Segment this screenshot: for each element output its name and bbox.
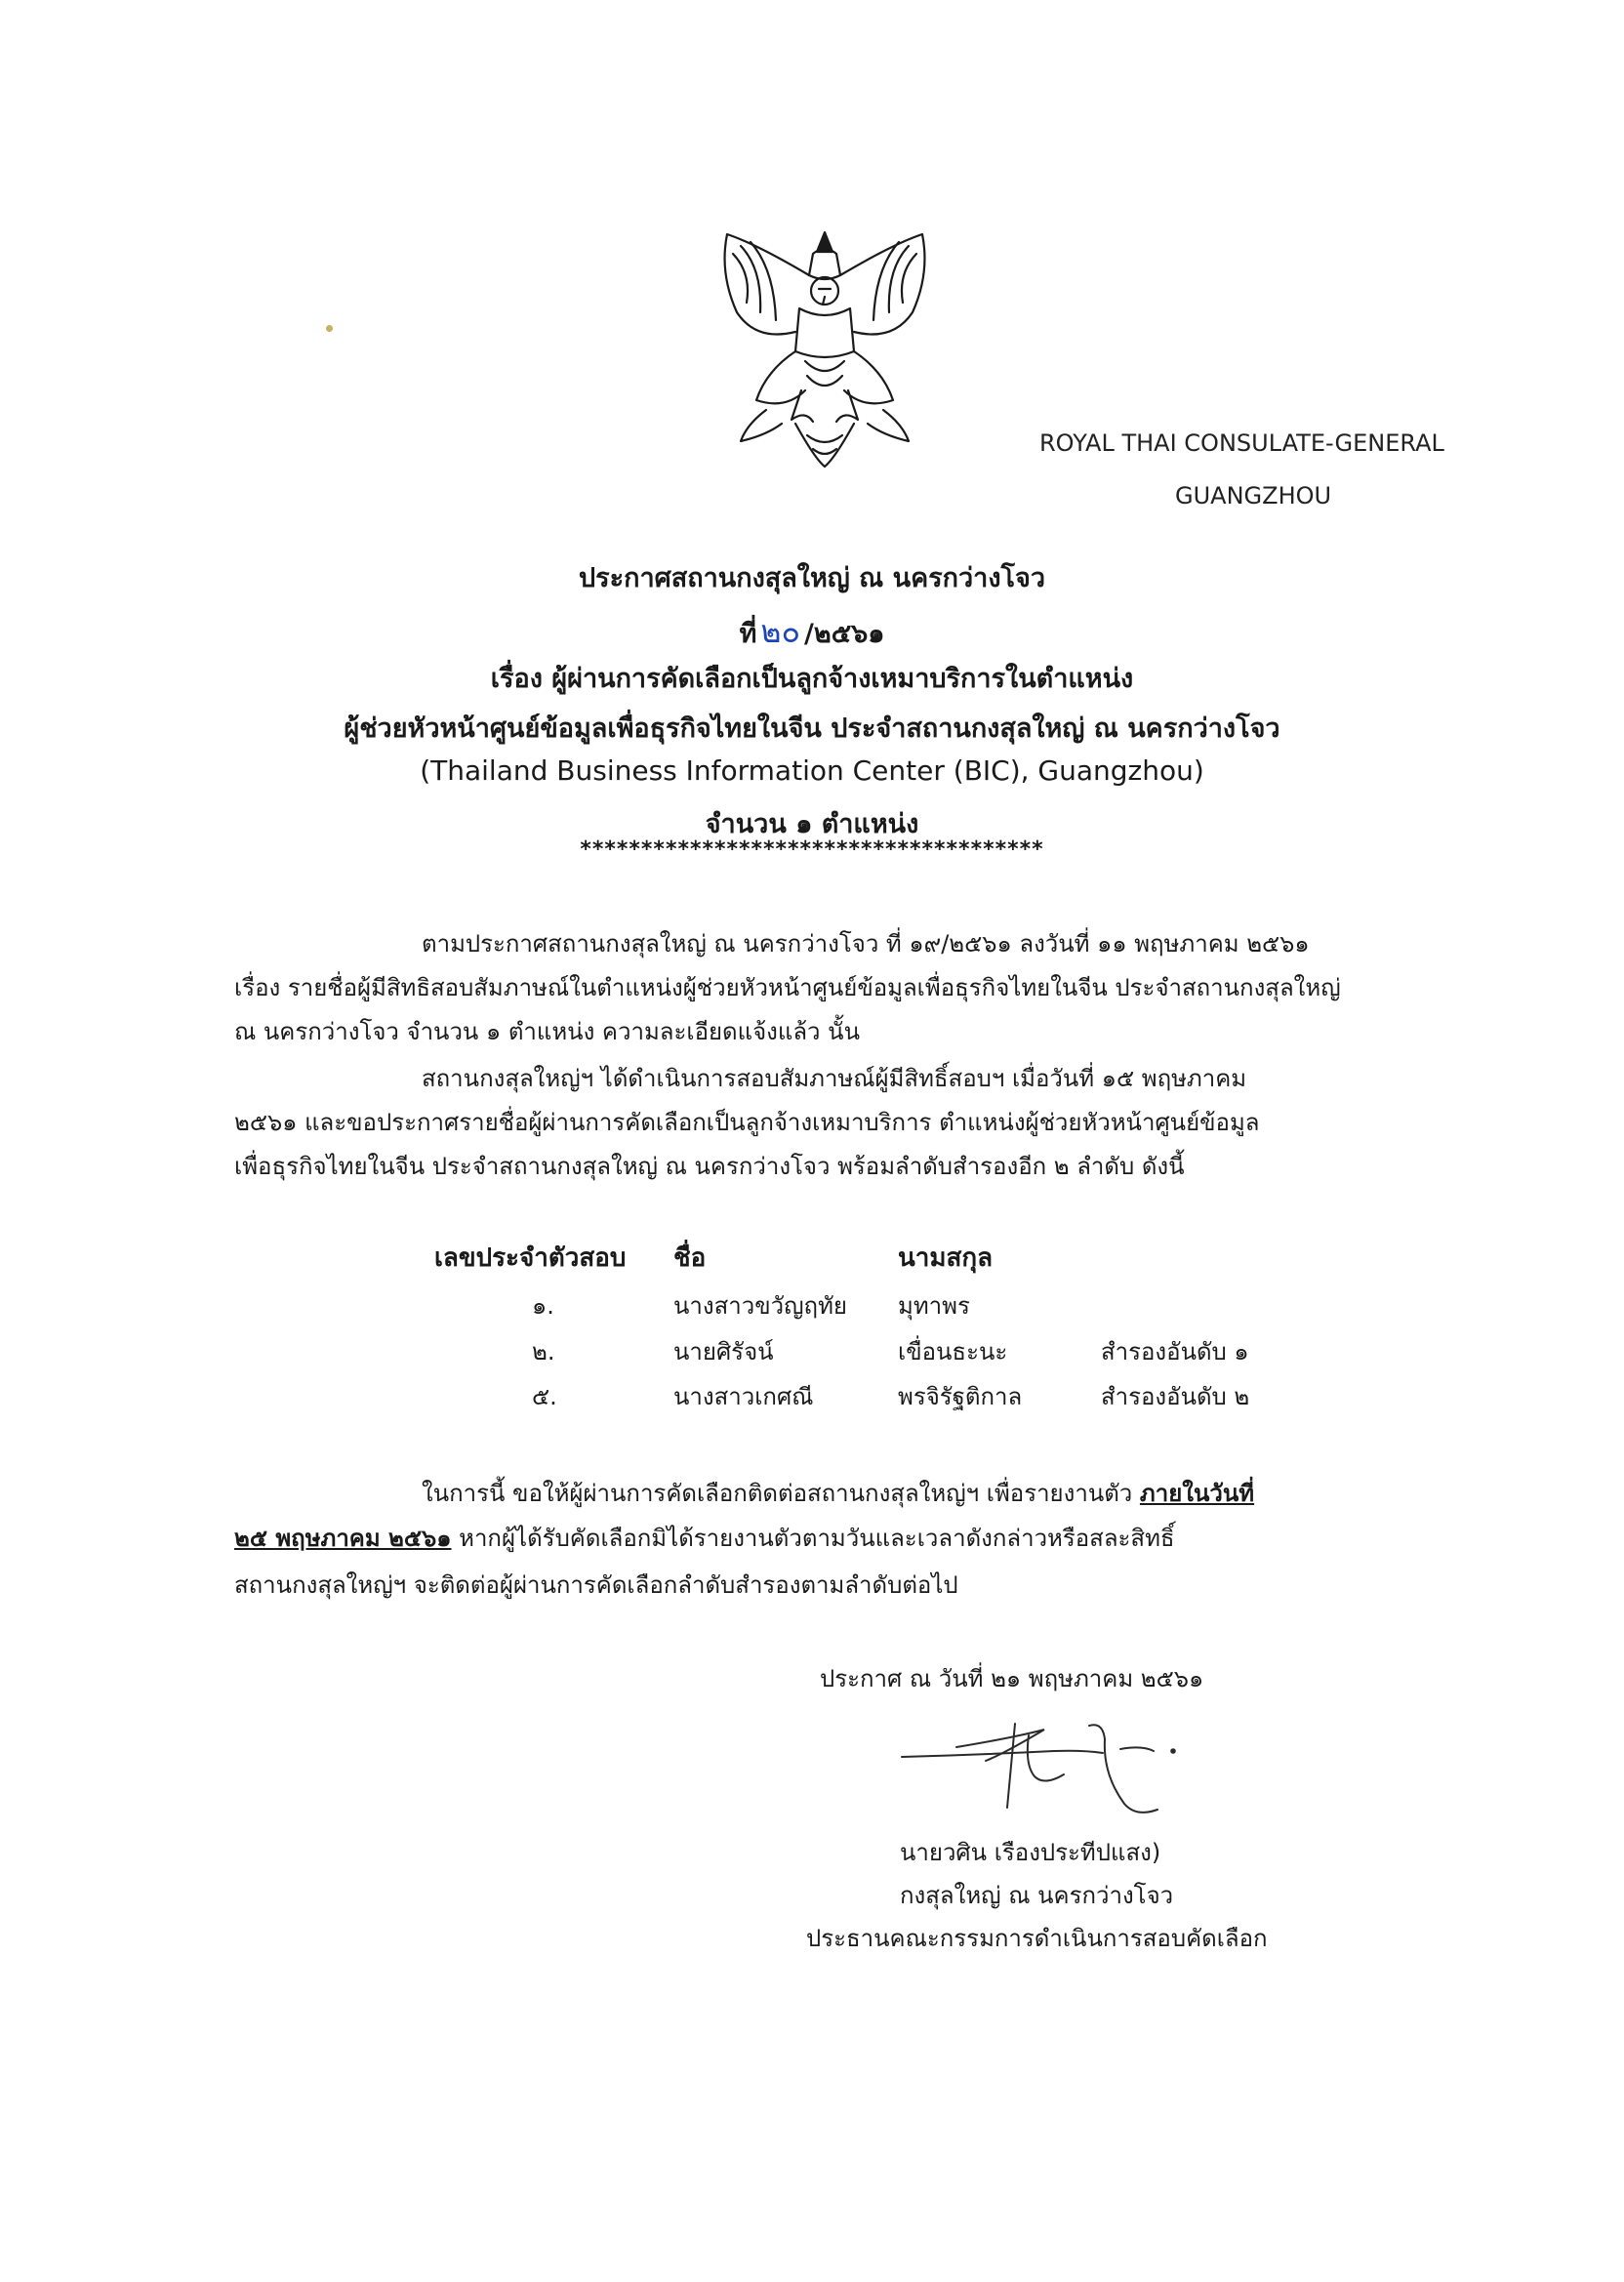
paragraph-1-line-3: ณ นครกว่างโจว จำนวน ๑ ตำแหน่ง ความละเอียดแจ้งแล้ว นั้น xyxy=(234,1018,860,1045)
table-row-last-name: เขื่อนธะนะ xyxy=(898,1338,1008,1365)
consulate-name-en: ROYAL THAI CONSULATE-GENERAL xyxy=(1039,429,1444,457)
table-row-id: ๑. xyxy=(532,1292,554,1320)
number-suffix: /๒๕๖๑ xyxy=(804,619,885,649)
table-row-id: ๕. xyxy=(532,1383,557,1410)
table-header-id: เลขประจำตัวสอบ xyxy=(434,1243,627,1273)
signature-icon xyxy=(898,1716,1191,1823)
signatory-committee-role: ประธานคณะกรรมการดำเนินการสอบคัดเลือก xyxy=(806,1925,1268,1952)
handwritten-number: ๒๐ xyxy=(760,613,801,650)
consulate-city-en: GUANGZHOU xyxy=(1175,482,1332,509)
subject-line: เรื่อง ผู้ผ่านการคัดเลือกเป็นลูกจ้างเหมาบริการในตำแหน่ง xyxy=(490,664,1134,694)
closing-text: ในการนี้ ขอให้ผู้ผ่านการคัดเลือกติดต่อสถานกงสุลใหญ่ฯ เพื่อรายงานตัว xyxy=(422,1480,1140,1507)
closing-line-2 xyxy=(234,1519,1175,1557)
asterisk-separator: ************************************** xyxy=(580,837,1044,862)
scan-speck xyxy=(326,325,333,332)
table-row-id: ๒. xyxy=(532,1338,555,1365)
deadline-date: ๒๕ พฤษภาคม ๒๕๖๑ xyxy=(234,1525,452,1552)
paragraph-2-line-3: เพื่อธุรกิจไทยในจีน ประจำสถานกงสุลใหญ่ ณ นครกว่างโจว พร้อมลำดับสำรองอีก ๒ ลำดับ ดังนี้ xyxy=(234,1153,1185,1180)
table-row-first-name: นางสาวขวัญฤทัย xyxy=(673,1292,847,1320)
paragraph-2-line-2: ๒๕๖๑ และขอประกาศรายชื่อผู้ผ่านการคัดเลือกเป็นลูกจ้างเหมาบริการ ตำแหน่งผู้ช่วยหัวหน้าศูนย์ข้อมูล xyxy=(234,1109,1260,1136)
deadline-emphasis: ภายในวันที่ xyxy=(1139,1480,1255,1507)
table-row-last-name: มุทาพร xyxy=(898,1292,970,1320)
closing-text: หากผู้ได้รับคัดเลือกมิได้รายงานตัวตามวันและเวลาดังกล่าวหรือสละสิทธิ์ xyxy=(451,1525,1175,1552)
closing-line-3: สถานกงสุลใหญ่ฯ จะติดต่อผู้ผ่านการคัดเลือกลำดับสำรองตามลำดับต่อไป xyxy=(234,1571,958,1599)
table-header-first-name: ชื่อ xyxy=(673,1243,707,1273)
position-line: ผู้ช่วยหัวหน้าศูนย์ข้อมูลเพื่อธุรกิจไทยในจีน ประจำสถานกงสุลใหญ่ ณ นครกว่างโจว xyxy=(344,713,1280,744)
table-row-reserve-note: สำรองอันดับ ๑ xyxy=(1101,1338,1249,1365)
number-prefix: ที่ xyxy=(739,619,757,649)
paragraph-1-line-1: ตามประกาศสถานกงสุลใหญ่ ณ นครกว่างโจว ที่ ๑๙/๒๕๖๑ ลงวันที่ ๑๑ พฤษภาคม ๒๕๖๑ xyxy=(422,930,1310,958)
table-row-last-name: พรจิรัฐติกาล xyxy=(898,1383,1023,1410)
position-en-line: (Thailand Business Information Center (BIC), Guangzhou) xyxy=(420,754,1204,787)
signatory-name: นายวศิน เรืองประทีปแสง) xyxy=(900,1839,1161,1866)
table-row-first-name: นางสาวเกศณี xyxy=(673,1383,814,1410)
garuda-emblem-icon xyxy=(698,215,952,478)
closing-line-1 xyxy=(422,1474,1254,1512)
table-header-last-name: นามสกุล xyxy=(898,1243,994,1273)
signatory-title: กงสุลใหญ่ ณ นครกว่างโจว xyxy=(900,1882,1174,1909)
paragraph-2-line-1: สถานกงสุลใหญ่ฯ ได้ดำเนินการสอบสัมภาษณ์ผู้มีสิทธิ์สอบฯ เมื่อวันที่ ๑๕ พฤษภาคม xyxy=(422,1065,1247,1092)
paragraph-1-line-2: เรื่อง รายชื่อผู้มีสิทธิสอบสัมภาษณ์ในตำแหน่งผู้ช่วยหัวหน้าศูนย์ข้อมูลเพื่อธุรกิจไทยในจีน ประจำสถานกงสุลใหญ่ xyxy=(234,974,1341,1001)
announcement-date: ประกาศ ณ วันที่ ๒๑ พฤษภาคม ๒๕๖๑ xyxy=(820,1665,1204,1692)
table-row-reserve-note: สำรองอันดับ ๒ xyxy=(1101,1383,1250,1410)
table-row-first-name: นายศิรัจน์ xyxy=(673,1338,774,1365)
announcement-number xyxy=(195,607,1429,657)
announcement-title: ประกาศสถานกงสุลใหญ่ ณ นครกว่างโจว xyxy=(579,563,1045,593)
quantity-line: จำนวน ๑ ตำแหน่ง xyxy=(705,809,919,839)
